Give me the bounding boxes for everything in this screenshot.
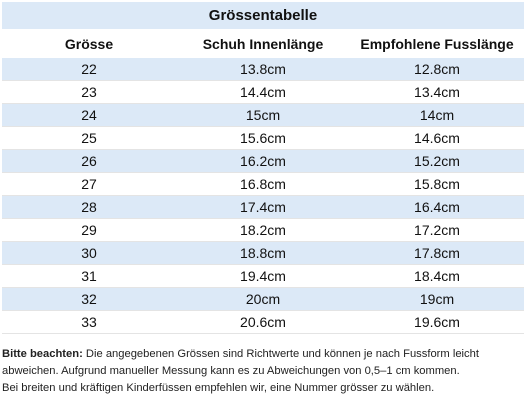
table-row (2, 311, 524, 334)
table-row (2, 81, 524, 104)
cell-size: 23 (2, 81, 176, 104)
table-header-row (2, 30, 524, 58)
cell-recommended-foot-length: 17.8cm (350, 242, 524, 265)
size-table (2, 2, 524, 334)
cell-recommended-foot-length: 15.8cm (350, 173, 524, 196)
table-row (2, 196, 524, 219)
table-row (2, 288, 524, 311)
table-body (2, 58, 524, 334)
note-label: Bitte beachten: (2, 348, 83, 360)
note-line-3: Bei breiten und kräftigen Kinderfüssen empfehlen wir, eine Nummer grösser zu wählen. (2, 382, 435, 394)
cell-shoe-inner-length: 18.2cm (176, 219, 350, 242)
cell-shoe-inner-length: 20cm (176, 288, 350, 311)
cell-recommended-foot-length: 14.6cm (350, 127, 524, 150)
cell-recommended-foot-length: 15.2cm (350, 150, 524, 173)
cell-size: 31 (2, 265, 176, 288)
table-title-row (2, 2, 524, 30)
cell-size: 33 (2, 311, 176, 334)
cell-size: 32 (2, 288, 176, 311)
column-header-shoe-inner-length: Schuh Innenlänge (176, 30, 350, 58)
cell-shoe-inner-length: 20.6cm (176, 311, 350, 334)
cell-size: 26 (2, 150, 176, 173)
column-header-size: Grösse (2, 30, 176, 58)
cell-size: 30 (2, 242, 176, 265)
cell-recommended-foot-length: 16.4cm (350, 196, 524, 219)
note-line-2: abweichen. Aufgrund manueller Messung kann es zu Abweichungen von 0,5–1 cm kommen. (2, 365, 460, 377)
cell-recommended-foot-length: 12.8cm (350, 58, 524, 81)
table-row (2, 265, 524, 288)
table-row (2, 150, 524, 173)
cell-size: 22 (2, 58, 176, 81)
cell-shoe-inner-length: 13.8cm (176, 58, 350, 81)
note-line-1 (2, 346, 522, 363)
cell-recommended-foot-length: 14cm (350, 104, 524, 127)
table-row (2, 104, 524, 127)
cell-shoe-inner-length: 18.8cm (176, 242, 350, 265)
cell-shoe-inner-length: 17.4cm (176, 196, 350, 219)
table-row (2, 242, 524, 265)
cell-recommended-foot-length: 13.4cm (350, 81, 524, 104)
cell-size: 27 (2, 173, 176, 196)
table-title: Grössentabelle (2, 2, 524, 30)
cell-shoe-inner-length: 15cm (176, 104, 350, 127)
cell-size: 29 (2, 219, 176, 242)
cell-size: 28 (2, 196, 176, 219)
table-row (2, 173, 524, 196)
cell-size: 25 (2, 127, 176, 150)
note (2, 346, 522, 397)
cell-recommended-foot-length: 17.2cm (350, 219, 524, 242)
column-header-recommended-foot-length: Empfohlene Fusslänge (350, 30, 524, 58)
cell-shoe-inner-length: 16.8cm (176, 173, 350, 196)
cell-size: 24 (2, 104, 176, 127)
cell-recommended-foot-length: 18.4cm (350, 265, 524, 288)
cell-shoe-inner-length: 15.6cm (176, 127, 350, 150)
cell-shoe-inner-length: 16.2cm (176, 150, 350, 173)
cell-recommended-foot-length: 19cm (350, 288, 524, 311)
note-text-1: Die angegebenen Grössen sind Richtwerte und können je nach Fussform leicht (82, 348, 479, 360)
table-row (2, 127, 524, 150)
table-row (2, 219, 524, 242)
cell-recommended-foot-length: 19.6cm (350, 311, 524, 334)
cell-shoe-inner-length: 19.4cm (176, 265, 350, 288)
cell-shoe-inner-length: 14.4cm (176, 81, 350, 104)
table-row (2, 58, 524, 81)
